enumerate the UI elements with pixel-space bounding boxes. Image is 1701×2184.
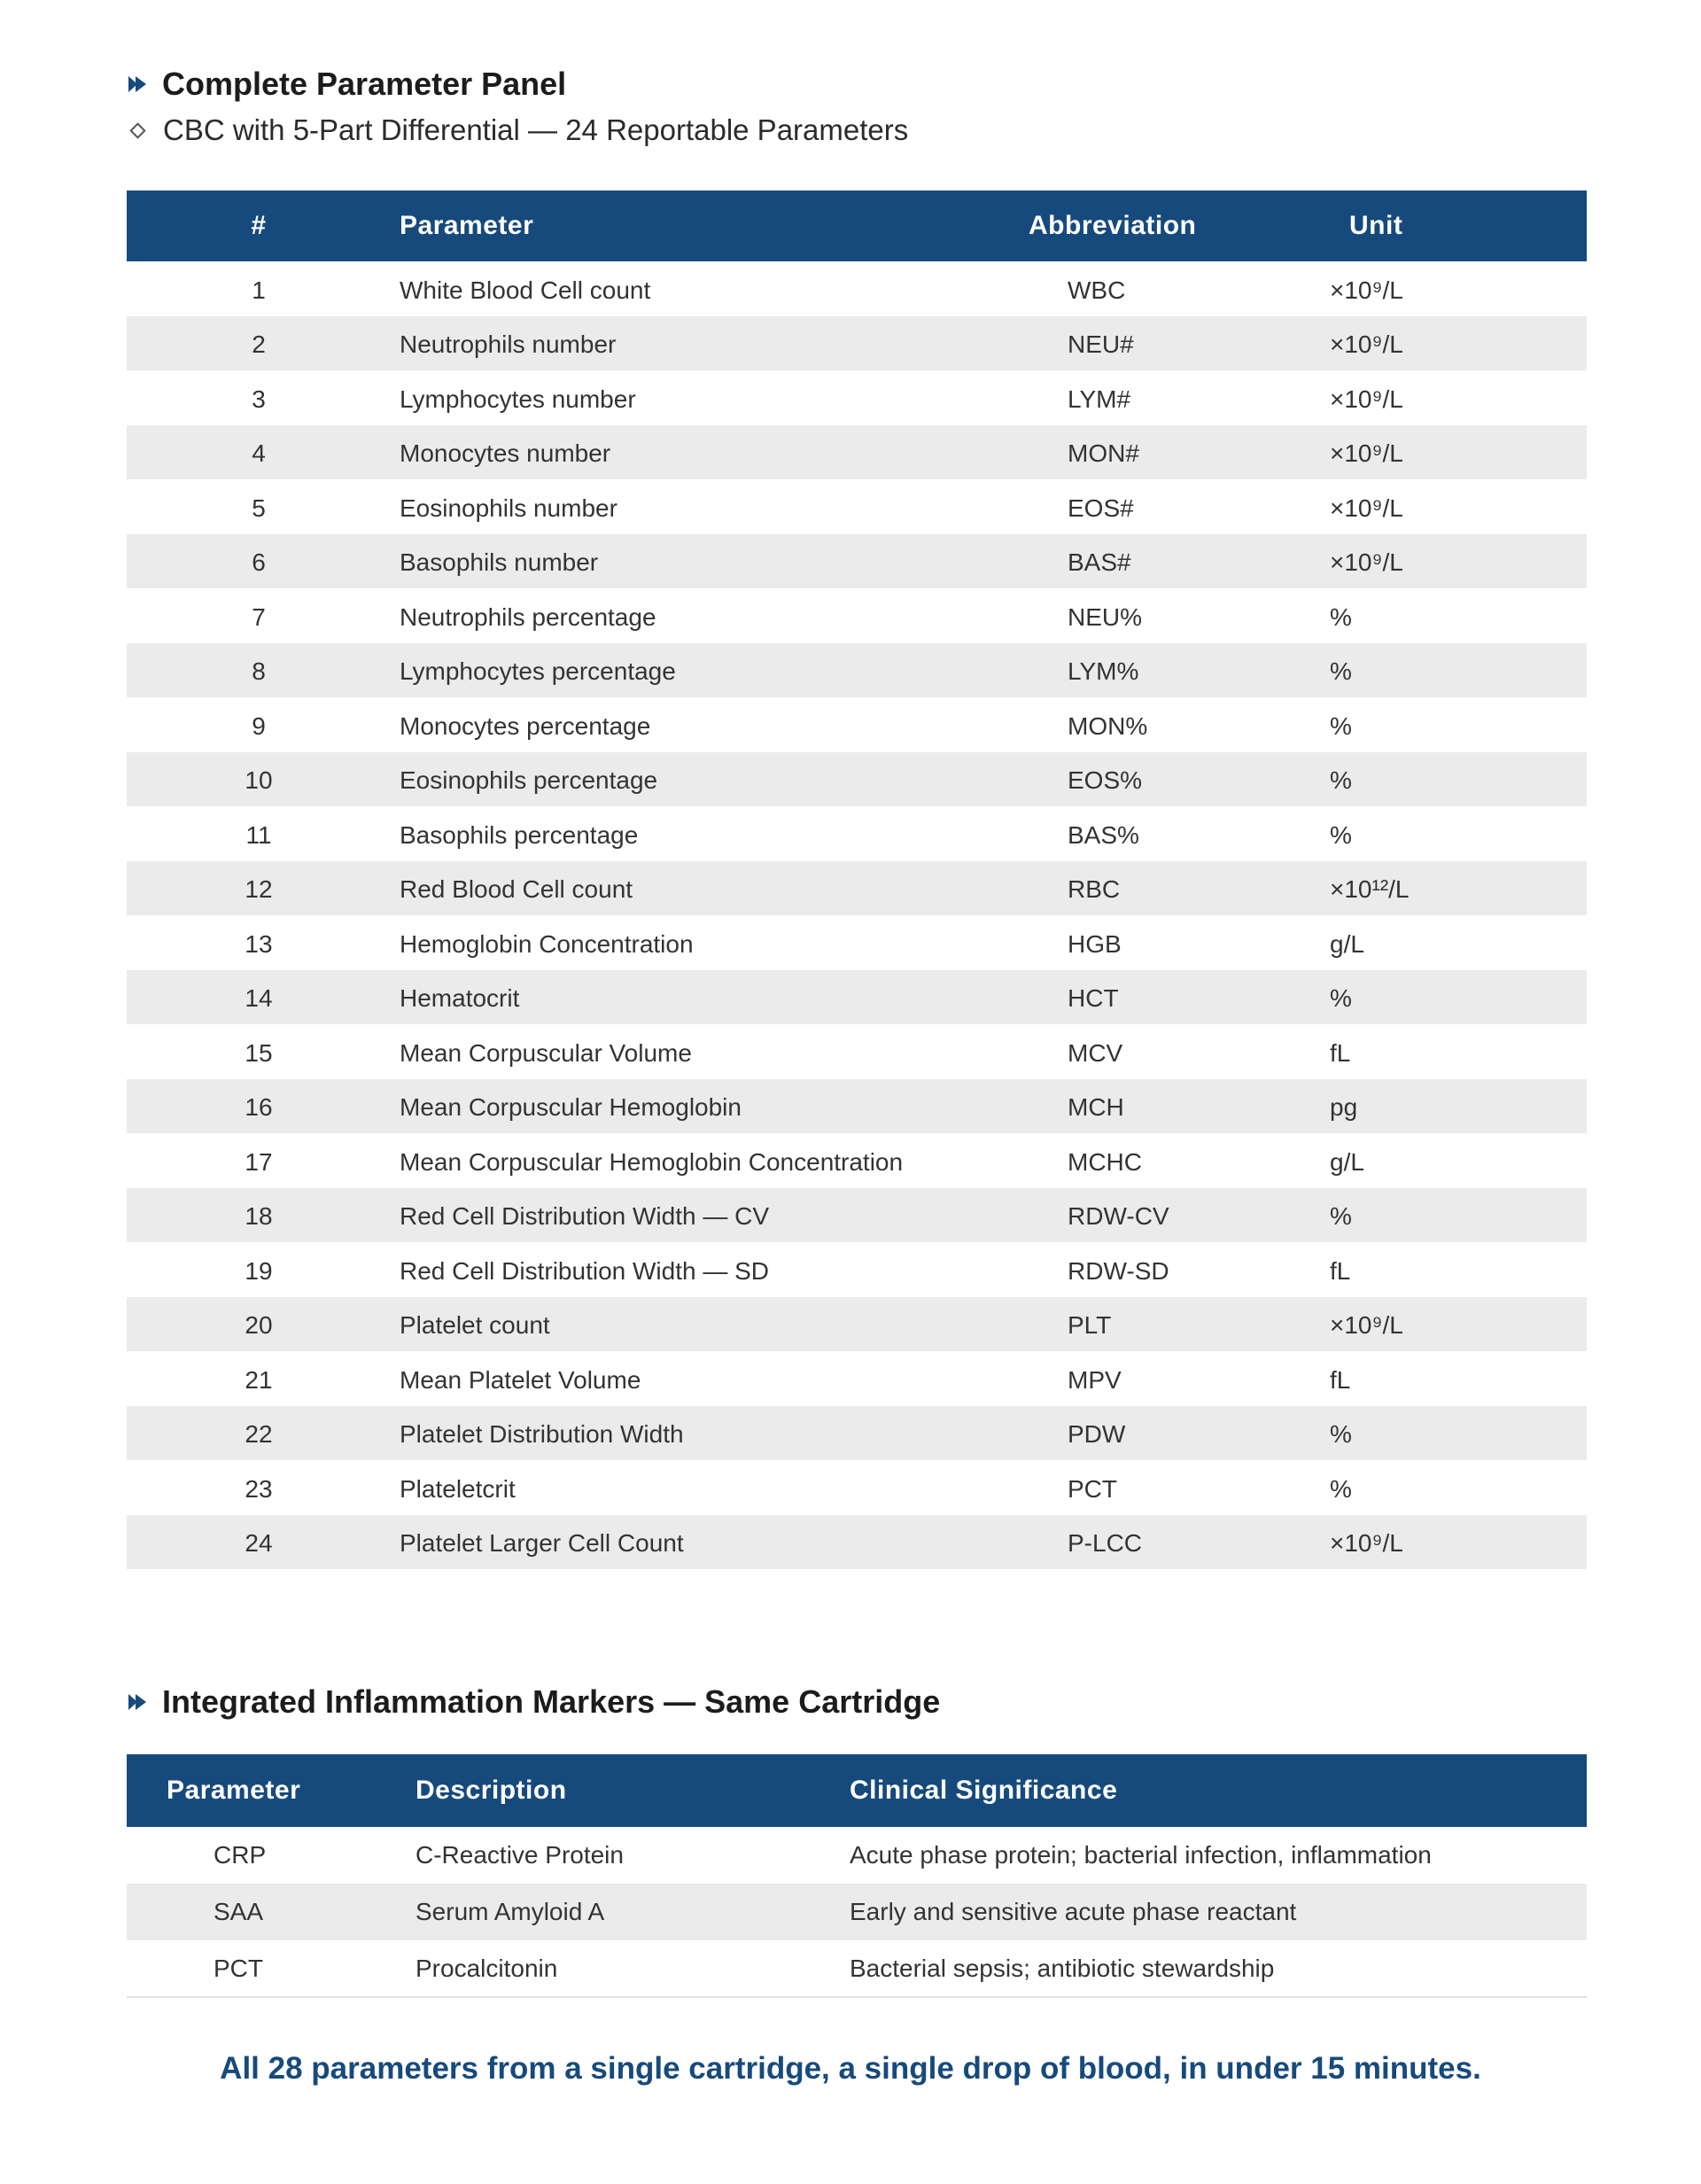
table-row xyxy=(127,1242,1587,1297)
cell-parameter: Basophils number xyxy=(400,548,599,577)
cell-clinical-significance: Bacterial sepsis; antibiotic stewardship xyxy=(850,1954,1275,1982)
double-triangle-arrow-icon xyxy=(127,74,150,95)
table-row xyxy=(127,697,1587,752)
cell-number: 9 xyxy=(252,711,266,740)
table-row xyxy=(127,370,1587,425)
cell-parameter: Eosinophils number xyxy=(400,494,617,522)
cell-abbreviation: NEU% xyxy=(1068,602,1143,631)
cell-unit: fL xyxy=(1330,1365,1351,1394)
table-row xyxy=(127,643,1587,698)
cell-parameter: Red Cell Distribution Width — CV xyxy=(400,1202,770,1231)
cell-unit: ×10⁹/L xyxy=(1330,330,1403,359)
header-unit: Unit xyxy=(1349,211,1403,240)
table-row xyxy=(127,806,1587,861)
cell-abbreviation: HCT xyxy=(1068,984,1119,1013)
cell-unit: % xyxy=(1330,1474,1352,1503)
cell-parameter: Mean Corpuscular Hemoglobin Concentration xyxy=(400,1147,904,1176)
cell-description: Procalcitonin xyxy=(416,1954,558,1982)
cell-parameter: SAA xyxy=(214,1898,264,1925)
table-row xyxy=(127,915,1587,970)
cell-unit: ×10⁹/L xyxy=(1330,1529,1403,1558)
table-row xyxy=(127,1515,1587,1570)
table-header-row xyxy=(127,1754,1587,1827)
cell-unit: ×10¹²/L xyxy=(1330,875,1410,904)
table-row xyxy=(127,534,1587,589)
cell-unit: % xyxy=(1330,657,1352,686)
cell-abbreviation: RDW-CV xyxy=(1068,1202,1169,1231)
diamond-outline-icon xyxy=(129,122,145,138)
inflammation-markers-table xyxy=(127,1754,1587,1998)
cell-number: 3 xyxy=(252,385,266,413)
cell-parameter: CRP xyxy=(214,1841,267,1869)
cell-unit: % xyxy=(1330,820,1352,849)
table-row xyxy=(127,1024,1587,1079)
footer-summary: All 28 parameters from a single cartridge, a single drop of blood, in under 15 minutes. xyxy=(220,2051,1481,2086)
cell-parameter: PCT xyxy=(214,1954,263,1982)
cell-unit: g/L xyxy=(1330,1147,1364,1176)
cell-abbreviation: EOS% xyxy=(1068,766,1143,795)
cell-parameter: Platelet Larger Cell Count xyxy=(400,1529,684,1558)
cell-description: Serum Amyloid A xyxy=(416,1898,605,1925)
table-row xyxy=(127,1297,1587,1352)
section-title-text: Integrated Inflammation Markers — Same Cartridge xyxy=(162,1683,941,1720)
cell-number: 12 xyxy=(245,875,273,904)
cell-abbreviation: LYM# xyxy=(1068,385,1131,413)
cell-number: 8 xyxy=(252,657,266,686)
cell-abbreviation: HGB xyxy=(1068,929,1122,958)
cell-unit: ×10⁹/L xyxy=(1330,385,1403,413)
cell-unit: ×10⁹/L xyxy=(1330,439,1403,468)
table-row xyxy=(127,1079,1587,1134)
cell-number: 22 xyxy=(245,1420,273,1449)
section-title-text: Complete Parameter Panel xyxy=(162,66,567,102)
cell-abbreviation: WBC xyxy=(1068,276,1126,304)
table-row xyxy=(127,970,1587,1025)
cell-unit: pg xyxy=(1330,1093,1358,1122)
cell-unit: fL xyxy=(1330,1038,1351,1067)
cell-parameter: Mean Corpuscular Volume xyxy=(400,1038,692,1067)
cell-parameter: Basophils percentage xyxy=(400,820,639,849)
double-triangle-arrow-icon xyxy=(127,1691,150,1713)
cell-number: 21 xyxy=(245,1365,273,1394)
cell-number: 11 xyxy=(245,820,272,849)
cell-parameter: Plateletcrit xyxy=(400,1474,516,1503)
cell-abbreviation: MPV xyxy=(1068,1365,1122,1394)
cell-number: 20 xyxy=(245,1311,273,1340)
section-title-inflammation-markers xyxy=(127,1683,940,1721)
cell-number: 23 xyxy=(245,1474,273,1503)
cell-description: C-Reactive Protein xyxy=(416,1841,624,1869)
cell-parameter: Neutrophils percentage xyxy=(400,602,656,631)
header-description: Description xyxy=(416,1776,567,1805)
table-row xyxy=(127,1940,1587,1997)
parameters-table xyxy=(127,190,1587,1569)
cell-abbreviation: PDW xyxy=(1068,1420,1126,1449)
cell-abbreviation: BAS# xyxy=(1068,548,1131,577)
header-clinical-significance: Clinical Significance xyxy=(850,1776,1118,1805)
cell-number: 24 xyxy=(245,1529,273,1558)
cell-abbreviation: BAS% xyxy=(1068,820,1139,849)
table-row xyxy=(127,1884,1587,1940)
table-row xyxy=(127,316,1587,371)
cell-number: 4 xyxy=(252,439,266,468)
cell-parameter: Monocytes percentage xyxy=(400,711,651,740)
cell-abbreviation: RDW-SD xyxy=(1068,1256,1169,1285)
cell-unit: % xyxy=(1330,766,1352,795)
cell-number: 2 xyxy=(252,330,266,359)
header-abbreviation: Abbreviation xyxy=(1029,211,1197,240)
cell-parameter: Hemoglobin Concentration xyxy=(400,929,694,958)
cell-abbreviation: LYM% xyxy=(1068,657,1139,686)
cell-unit: fL xyxy=(1330,1256,1351,1285)
header-parameter: Parameter xyxy=(400,211,534,240)
cell-parameter: Platelet count xyxy=(400,1311,550,1340)
table-row xyxy=(127,1133,1587,1188)
cell-unit: % xyxy=(1330,1420,1352,1449)
cell-unit: ×10⁹/L xyxy=(1330,494,1403,522)
cell-number: 16 xyxy=(245,1093,273,1122)
cell-unit: ×10⁹/L xyxy=(1330,548,1403,577)
header-parameter: Parameter xyxy=(167,1776,301,1805)
cell-number: 6 xyxy=(252,548,266,577)
table-row xyxy=(127,479,1587,534)
cell-number: 17 xyxy=(245,1147,273,1176)
cell-parameter: Monocytes number xyxy=(400,439,611,468)
cell-number: 13 xyxy=(245,929,273,958)
cell-abbreviation: PCT xyxy=(1068,1474,1117,1503)
cell-number: 15 xyxy=(245,1038,273,1067)
cell-unit: % xyxy=(1330,984,1352,1013)
cell-abbreviation: NEU# xyxy=(1068,330,1134,359)
section-subtitle xyxy=(127,113,908,147)
cell-parameter: Red Cell Distribution Width — SD xyxy=(400,1256,770,1285)
table-row xyxy=(127,861,1587,916)
cell-parameter: Platelet Distribution Width xyxy=(400,1420,684,1449)
cell-unit: % xyxy=(1330,602,1352,631)
table-row xyxy=(127,1460,1587,1515)
cell-abbreviation: MCV xyxy=(1068,1038,1123,1067)
table-row xyxy=(127,1188,1587,1243)
cell-parameter: Hematocrit xyxy=(400,984,520,1013)
cell-parameter: Lymphocytes number xyxy=(400,385,636,413)
cell-parameter: Neutrophils number xyxy=(400,330,617,359)
cell-abbreviation: MCH xyxy=(1068,1093,1124,1122)
cell-unit: % xyxy=(1330,1202,1352,1231)
cell-number: 18 xyxy=(245,1202,273,1231)
table-row xyxy=(127,588,1587,643)
table-row xyxy=(127,1406,1587,1461)
table-row xyxy=(127,261,1587,316)
cell-parameter: Mean Corpuscular Hemoglobin xyxy=(400,1093,742,1122)
table-row xyxy=(127,1351,1587,1406)
table-row xyxy=(127,1827,1587,1884)
cell-abbreviation: MCHC xyxy=(1068,1147,1142,1176)
cell-number: 14 xyxy=(245,984,273,1013)
cell-number: 19 xyxy=(245,1256,273,1285)
cell-parameter: Eosinophils percentage xyxy=(400,766,658,795)
cell-abbreviation: MON# xyxy=(1068,439,1139,468)
cell-abbreviation: MON% xyxy=(1068,711,1148,740)
cell-number: 1 xyxy=(252,276,266,304)
cell-unit: % xyxy=(1330,711,1352,740)
cell-number: 7 xyxy=(252,602,266,631)
cell-number: 10 xyxy=(245,766,273,795)
cell-clinical-significance: Acute phase protein; bacterial infection, inflammation xyxy=(850,1841,1432,1869)
cell-parameter: Lymphocytes percentage xyxy=(400,657,676,686)
cell-number: 5 xyxy=(252,494,266,522)
cell-abbreviation: P-LCC xyxy=(1068,1529,1143,1558)
table-header-row xyxy=(127,190,1587,261)
section-title-parameter-panel xyxy=(127,66,566,103)
header-number: # xyxy=(251,211,267,240)
cell-parameter: Red Blood Cell count xyxy=(400,875,633,904)
table-row xyxy=(127,425,1587,480)
cell-abbreviation: PLT xyxy=(1068,1311,1112,1340)
cell-unit: ×10⁹/L xyxy=(1330,276,1403,304)
subtitle-text: CBC with 5-Part Differential — 24 Reportable Parameters xyxy=(163,113,909,146)
cell-unit: ×10⁹/L xyxy=(1330,1311,1403,1340)
table-row xyxy=(127,752,1587,807)
cell-parameter: Mean Platelet Volume xyxy=(400,1365,641,1394)
cell-unit: g/L xyxy=(1330,929,1364,958)
cell-parameter: White Blood Cell count xyxy=(400,276,651,304)
cell-abbreviation: RBC xyxy=(1068,875,1121,904)
cell-clinical-significance: Early and sensitive acute phase reactant xyxy=(850,1898,1297,1925)
cell-abbreviation: EOS# xyxy=(1068,494,1134,522)
